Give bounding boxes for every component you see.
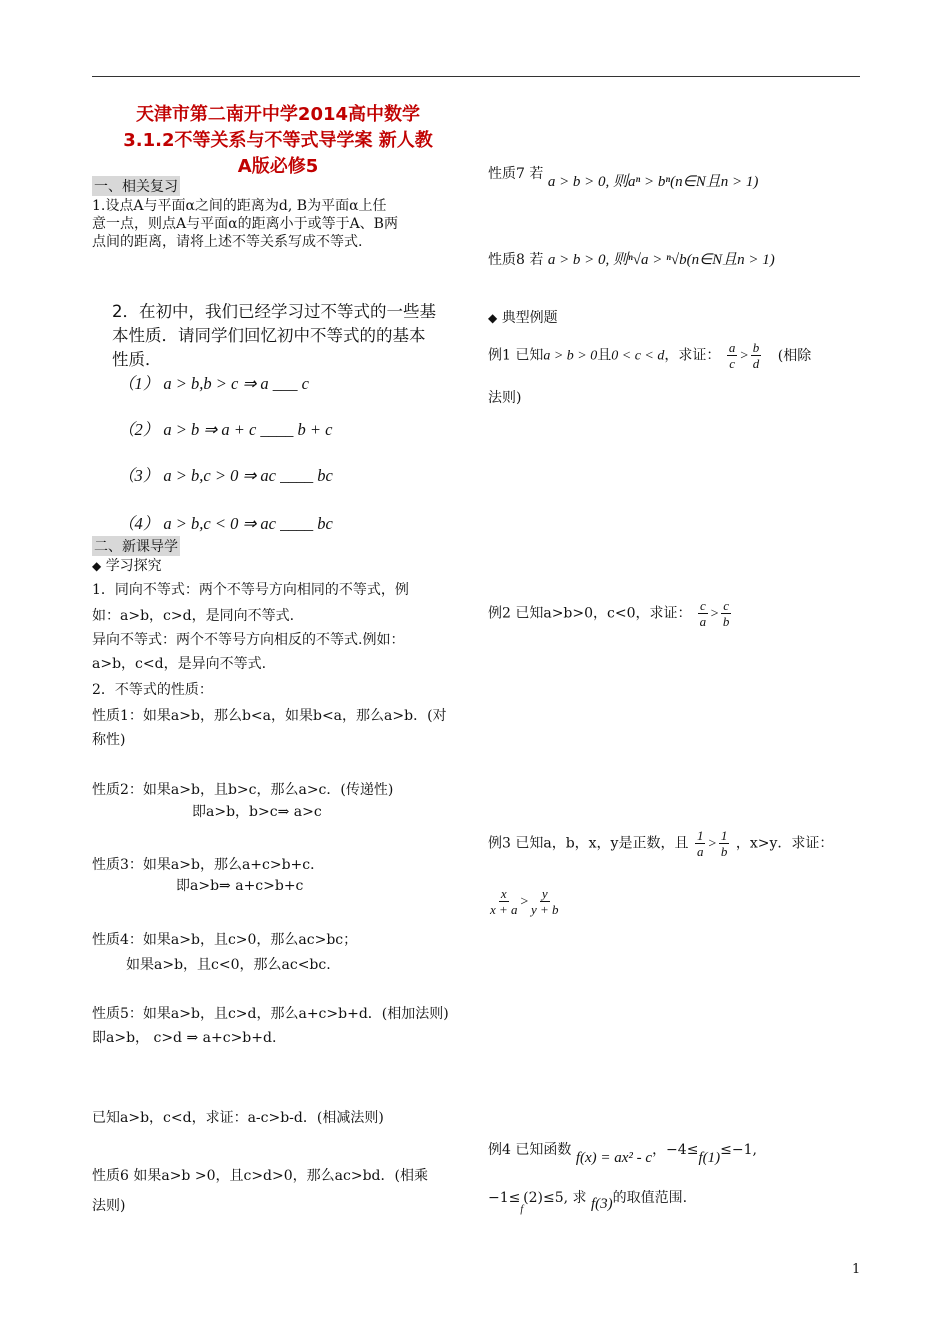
- examples-heading: ◆ 典型例题: [488, 310, 558, 326]
- property-6-line-2: 法则): [92, 1198, 126, 1214]
- subtraction-rule: 已知a>b，c<d，求证：a-c>b-d．(相减法则): [92, 1110, 384, 1126]
- property-item-2: （2） a > b ⇒ a + c ____ b + c: [118, 420, 333, 439]
- property-item-3: （3） a > b,c > 0 ⇒ ac ____ bc: [118, 466, 333, 485]
- property-4: 性质4：如果a>b，且c>0，那么ac>bc；: [92, 932, 358, 948]
- property-6-line-1: 性质6 如果a>b >0，且c>d>0，那么ac>bd．(相乘: [92, 1168, 428, 1184]
- fraction-a-over-c: $\frac{a}{c}$: [728, 340, 736, 371]
- property-8-formula: a > b > 0, 则ⁿ√a > ⁿ√b(n∈N且n > 1): [547, 252, 775, 268]
- diamond-bullet-icon: ◆: [488, 311, 498, 325]
- example-2: 例2 已知a>b>0，c<0，求证： $\frac{c}{a}$ > $\frac{c}{b}$: [488, 598, 730, 629]
- fraction-1-over-a: $\frac{1}{a}$: [696, 828, 704, 859]
- property-7: 性质7 若 a > b > 0, 则aⁿ > bⁿ(n∈N且n > 1): [488, 166, 759, 190]
- text-line: a>b，c<d，是异向不等式.: [92, 656, 267, 672]
- fraction-c-over-a: $\frac{c}{a}$: [699, 598, 707, 629]
- example-1-tail: 法则): [488, 390, 522, 406]
- text-line: 异向不等式：两个不等号方向相反的不等式.例如：: [92, 632, 405, 648]
- property-4-second: 如果a>b，且c<0，那么ac<bc.: [126, 957, 331, 973]
- review-question-2-line-2: 本性质．请同学们回忆初中不等式的的基本: [112, 326, 426, 345]
- example-1: 例1 已知a > b > 0且0 < c < d，求证： $\frac{a}{c}$ > $\frac{b}{d}$ (相除: [488, 340, 812, 371]
- review-question-1-line-1: 1.设点A与平面α之间的距离为d, B为平面α上任: [92, 198, 387, 214]
- top-rule: [92, 76, 860, 77]
- review-question-1-line-3: 点间的距离，请将上述不等关系写成不等式.: [92, 234, 363, 250]
- property-3: 性质3：如果a>b，那么a+c>b+c．: [92, 857, 325, 873]
- title-line-1: 天津市第二南开中学2014高中数学: [135, 104, 421, 125]
- example-3-inequality: $\frac{x}{x + a}$ > $\frac{y}{y + b}$: [490, 886, 559, 917]
- example-4-line-1: 例4 已知函数 f(x) = ax² - c，−4≤f(1)≤−1,: [488, 1142, 757, 1166]
- example-4-line-2: $-1\le_f(2)\le 5$, 求 f(3)的取值范围.: [488, 1190, 688, 1215]
- review-question-1-line-2: 意一点，则点A与平面α的距离小于或等于A、B两: [92, 216, 398, 232]
- fraction-1-over-b: $\frac{1}{b}$: [720, 828, 728, 859]
- property-item-1: （1） a > b,b > c ⇒ a ___ c: [118, 374, 309, 393]
- property-2-implication: 即a>b，b>c⇒ a>c: [192, 804, 322, 820]
- fraction-x-over-x-plus-a: $\frac{x}{x + a}$: [490, 886, 518, 917]
- review-question-2-line-3: 性质．: [112, 350, 162, 369]
- title-line-3: A版必修5: [237, 156, 319, 177]
- title-line-2: 3.1.2不等关系与不等式导学案 新人教: [123, 130, 433, 151]
- text-line: 1．同向不等式：两个不等号方向相同的不等式，例: [92, 582, 409, 598]
- property-1-line-1: 性质1：如果a>b，那么b<a，如果b<a，那么a>b．(对: [92, 708, 447, 724]
- property-5-implication: 即a>b， c>d ⇒ a+c>b+d.: [92, 1030, 277, 1046]
- sub-heading-explore: ◆ 学习探究: [92, 558, 162, 574]
- section-heading-review: 一、相关复习: [92, 176, 180, 196]
- example-3: 例3 已知a，b，x，y是正数，且 $\frac{1}{a}$ > $\frac{1}{b}$ ，x>y．求证：: [488, 828, 834, 859]
- text-line: 2．不等式的性质：: [92, 682, 213, 698]
- property-7-formula: a > b > 0, 则aⁿ > bⁿ(n∈N且n > 1): [547, 174, 759, 190]
- property-2: 性质2：如果a>b，且b>c，那么a>c．(传递性): [92, 782, 394, 798]
- page-number: 1: [852, 1262, 861, 1277]
- diamond-bullet-icon: ◆: [92, 559, 102, 573]
- property-5: 性质5：如果a>b，且c>d，那么a+c>b+d．(相加法则): [92, 1006, 449, 1022]
- fraction-b-over-d: $\frac{b}{d}$: [752, 340, 760, 371]
- property-3-implication: 即a>b⇒ a+c>b+c: [176, 878, 304, 894]
- property-item-4: （4） a > b,c < 0 ⇒ ac ____ bc: [118, 514, 333, 533]
- property-8: 性质8 若 a > b > 0, 则ⁿ√a > ⁿ√b(n∈N且n > 1): [488, 252, 775, 268]
- text-line: 如：a>b，c>d，是同向不等式.: [92, 608, 295, 624]
- fraction-y-over-y-plus-b: $\frac{y}{y + b}$: [531, 886, 559, 917]
- section-heading-new-lesson: 二、新课导学: [92, 536, 180, 556]
- property-1-line-2: 称性): [92, 732, 126, 748]
- document-title: [92, 100, 464, 178]
- review-question-2-line-1: 2．在初中，我们已经学习过不等式的一些基: [112, 302, 436, 321]
- fraction-c-over-b: $\frac{c}{b}$: [722, 598, 730, 629]
